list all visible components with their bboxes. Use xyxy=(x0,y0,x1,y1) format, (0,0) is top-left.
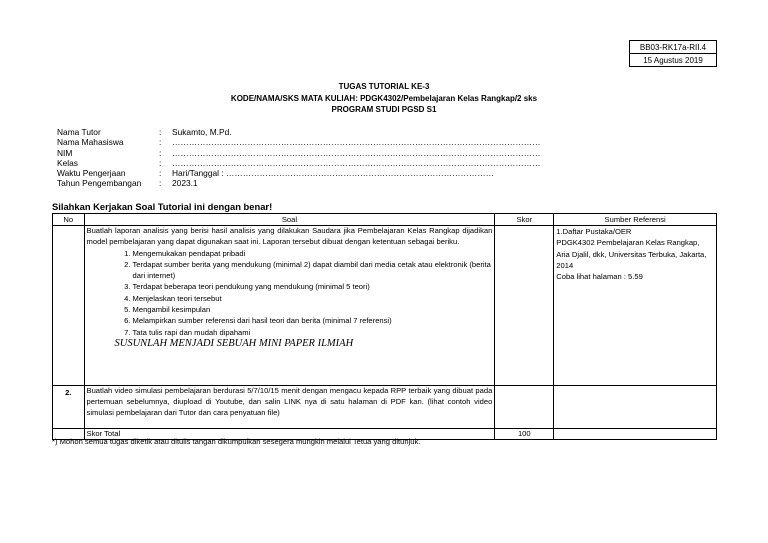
reference-cell xyxy=(554,386,717,429)
row-score xyxy=(495,226,554,386)
reference-line: PDGK4302 Pembelajaran Kelas Rangkap, Aria Djalil, dkk, Universitas Terbuka, Jakarta, 2014 xyxy=(556,238,707,270)
document-code-box xyxy=(629,40,717,67)
footnote: *) Mohon semua tugas diketik atau ditulis tangan dikumpulkan sesegera mungkin melalui Tetua yang ditunjuk. xyxy=(52,437,421,446)
header-no: No xyxy=(53,214,85,226)
table-row xyxy=(53,386,717,429)
header-soal: Soal xyxy=(84,214,495,226)
page-title: TUGAS TUTORIAL KE-3 xyxy=(338,82,430,91)
reference-line: 1.Daftar Pustaka/OER xyxy=(556,227,632,236)
instruction-text: Silahkan Kerjakan Soal Tutorial ini dengan benar! xyxy=(52,201,273,212)
info-value: …………………………………………………………………………………………………………………… xyxy=(172,147,541,158)
table-header-row xyxy=(53,214,717,226)
reference-line: Coba lihat halaman : 5.59 xyxy=(556,272,643,282)
row-score xyxy=(495,386,554,429)
info-value: 2023.1 xyxy=(172,178,198,189)
student-info xyxy=(57,127,541,189)
info-row xyxy=(57,148,541,158)
header-reference: Sumber Referensi xyxy=(554,214,717,226)
course-line: KODE/NAMA/SKS MATA KULIAH: PDGK4302/Pembelajaran Kelas Rangkap/2 sks xyxy=(230,93,538,103)
program-line: PROGRAM STUDI PGSD S1 xyxy=(331,105,437,114)
document-date: 15 Agustus 2019 xyxy=(630,54,717,67)
task-intro: Buatlah laporan analisis yang berisi hasil analisis yang dilakukan Saudara jika Pembelajaran Kelas Rangkap dijadikan model pembelajaran yang dapat digunakan saat ini. Laporan tersebut dibuat dengan ketentuan sebagai beriku. xyxy=(86,226,493,246)
info-colon: : xyxy=(159,168,162,179)
info-value: Sukamto, M.Pd. xyxy=(172,127,232,137)
document-code: BB03-RK17a-RII.4 xyxy=(630,41,717,54)
task-question: Buatlah video simulasi pembelajaran berdurasi 5/7/10/15 menit dengan mengacu kepada RPP terbaik yang dibuat pada pertemuan sebelumnya, diupload di Youtube, dan salin LINK nya di satu halaman di PDF kan. (lihat contoh video simulasi pembelajaran dari Tutor dan cara penyatuan file) xyxy=(84,386,495,429)
task-table xyxy=(52,213,717,440)
info-colon: : xyxy=(159,147,162,158)
list-item: 5. Mengambil kesimpulan xyxy=(133,304,493,315)
total-label: Skor Total xyxy=(84,429,495,440)
list-item: 6. Melampirkan sumber referensi dari hasil teori dan berita (minimal 7 referensi) xyxy=(133,315,493,326)
list-item: 7. Tata tulis rapi dan mudah dipahami xyxy=(133,327,493,338)
info-colon: : xyxy=(159,137,162,148)
info-label: Nama Tutor xyxy=(57,127,101,137)
info-label: Waktu Pengerjaan xyxy=(57,168,126,179)
list-item: 4. Menjelaskan teori tersebut xyxy=(133,293,493,304)
total-value: 100 xyxy=(495,429,554,440)
list-item: 1. Mengemukakan pendapat pribadi xyxy=(133,248,493,259)
task-emphasis: SUSUNLAH MENJADI SEBUAH MINI PAPER ILMIAH xyxy=(114,337,354,349)
task-requirements xyxy=(87,248,493,338)
info-colon: : xyxy=(159,178,162,189)
reference-cell xyxy=(554,226,717,386)
info-row xyxy=(57,137,541,147)
table-row xyxy=(53,226,717,386)
info-label: Nama Mahasiswa xyxy=(57,137,124,148)
row-number: 2. xyxy=(53,386,85,429)
info-label: Kelas xyxy=(57,157,78,168)
row-number xyxy=(53,226,85,386)
info-row xyxy=(57,178,541,188)
info-row xyxy=(57,127,541,137)
info-label: Tahun Pengembangan xyxy=(57,178,142,189)
list-item: 2. Terdapat sumber berita yang mendukung (minimal 2) dapat diambil dari media cetak atau elektronik (berita dari internet) xyxy=(133,259,493,282)
task-question xyxy=(84,226,495,386)
info-value: …………………………………………………………………………………………………………………… xyxy=(172,157,541,168)
info-colon: : xyxy=(159,127,162,137)
info-row xyxy=(57,158,541,168)
info-value: Hari/Tanggal : …………………………………………………………………………………… xyxy=(172,168,494,179)
list-item: 3. Terdapat beberapa teori pendukung yang mendukung (minimal 5 teori) xyxy=(133,281,493,292)
total-empty-cell xyxy=(554,429,717,440)
info-row xyxy=(57,168,541,178)
info-value: …………………………………………………………………………………………………………………… xyxy=(172,137,541,148)
page-heading xyxy=(0,81,768,116)
info-colon: : xyxy=(159,157,162,168)
header-skor: Skor xyxy=(495,214,554,226)
info-label: NIM xyxy=(57,147,73,158)
